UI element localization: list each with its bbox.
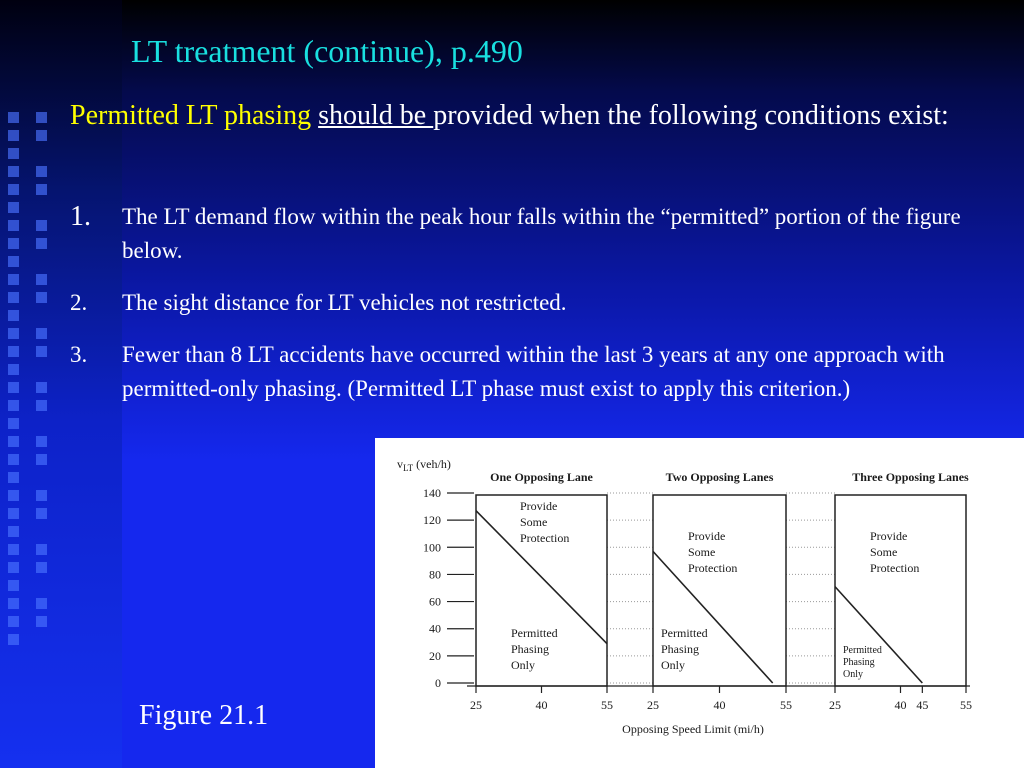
figure-caption: Figure 21.1 xyxy=(139,700,269,731)
decorative-square xyxy=(8,616,19,627)
decorative-square xyxy=(8,112,19,123)
y-axis-label: $v_{LT}$ (veh/h) xyxy=(397,457,451,473)
decorative-square xyxy=(36,562,47,573)
item-text: The sight distance for LT vehicles not restricted. xyxy=(122,290,567,315)
decorative-square xyxy=(36,544,47,555)
decorative-square xyxy=(36,454,47,465)
decorative-square xyxy=(8,274,19,285)
region-label-protection: Some xyxy=(520,515,548,529)
region-label-protection: Protection xyxy=(520,531,570,545)
condition-item-1 xyxy=(70,200,990,268)
decorative-square xyxy=(8,364,19,375)
region-label-protection: Protection xyxy=(870,561,920,575)
x-tick-label: 45 xyxy=(916,698,929,712)
decorative-squares xyxy=(0,112,60,652)
decorative-square xyxy=(8,238,19,249)
item-number: 2. xyxy=(70,290,88,315)
y-tick-label: 60 xyxy=(429,594,441,609)
intro-rest: provided when the following conditions exist: xyxy=(433,100,949,131)
x-axis-label: Opposing Speed Limit (mi/h) xyxy=(622,722,764,736)
decorative-square xyxy=(8,472,19,483)
decorative-square xyxy=(8,202,19,213)
decorative-square xyxy=(36,328,47,339)
item-number: 1. xyxy=(70,201,91,232)
decorative-square xyxy=(8,256,19,267)
decorative-square xyxy=(8,526,19,537)
decorative-square xyxy=(8,328,19,339)
region-label-permitted: Permitted xyxy=(511,625,558,640)
decorative-square xyxy=(36,112,47,123)
decorative-square xyxy=(36,130,47,141)
decorative-square xyxy=(8,580,19,591)
decorative-square xyxy=(36,166,47,177)
decorative-square xyxy=(36,184,47,195)
decorative-square xyxy=(8,292,19,303)
decorative-square xyxy=(36,598,47,609)
item-text: The LT demand flow within the peak hour falls within the “permitted” portion of the figure below. xyxy=(122,204,961,263)
decorative-square xyxy=(8,634,19,645)
region-label-permitted: Only xyxy=(511,657,535,672)
region-label-permitted: Permitted xyxy=(843,645,882,657)
item-number: 3. xyxy=(70,342,88,367)
decorative-square xyxy=(8,220,19,231)
intro-paragraph xyxy=(70,96,1002,136)
y-tick-label: 100 xyxy=(423,540,441,555)
region-label-permitted: Phasing xyxy=(511,641,550,656)
decorative-square xyxy=(36,274,47,285)
x-tick-label: 25 xyxy=(829,698,841,712)
region-label-protection: Provide xyxy=(870,529,908,543)
intro-underlined: should be xyxy=(318,100,434,131)
region-label-protection: Some xyxy=(688,545,716,559)
decorative-square xyxy=(8,346,19,357)
region-label-protection: Provide xyxy=(688,529,726,543)
y-tick-label: 20 xyxy=(429,648,441,663)
region-label-permitted: Only xyxy=(843,669,863,681)
decorative-square xyxy=(8,166,19,177)
decorative-square xyxy=(8,598,19,609)
decorative-square xyxy=(8,310,19,321)
y-tick-label: 40 xyxy=(429,621,441,636)
decorative-square xyxy=(36,436,47,447)
decorative-square xyxy=(36,616,47,627)
x-tick-label: 55 xyxy=(960,698,972,712)
x-tick-label: 55 xyxy=(601,698,613,712)
x-tick-label: 40 xyxy=(713,698,726,712)
region-label-protection: Provide xyxy=(520,499,558,513)
item-text: Fewer than 8 LT accidents have occurred within the last 3 years at any one approach with permitted-only phasing. (Permitted LT phase must exist to apply this criterion.) xyxy=(122,342,945,401)
region-label-permitted: Phasing xyxy=(843,657,875,669)
condition-item-3 xyxy=(70,338,990,406)
x-tick-label: 25 xyxy=(470,698,482,712)
decorative-square xyxy=(8,436,19,447)
y-tick-label: 120 xyxy=(423,513,441,528)
decorative-square xyxy=(36,400,47,411)
panel-title: Two Opposing Lanes xyxy=(665,470,774,484)
y-tick-label: 0 xyxy=(435,676,441,690)
panel-title: One Opposing Lane xyxy=(490,470,593,484)
decorative-square xyxy=(8,418,19,429)
decorative-square xyxy=(8,508,19,519)
decorative-square xyxy=(8,490,19,501)
decorative-square xyxy=(36,490,47,501)
figure-panel xyxy=(375,438,1024,768)
condition-item-2 xyxy=(70,286,990,320)
region-label-permitted: Only xyxy=(661,657,685,672)
decorative-square xyxy=(8,184,19,195)
slide-title: LT treatment (continue), p.490 xyxy=(131,33,523,69)
decorative-square xyxy=(8,544,19,555)
region-label-protection: Some xyxy=(870,545,898,559)
decorative-square xyxy=(36,220,47,231)
decorative-square xyxy=(36,346,47,357)
x-tick-label: 25 xyxy=(647,698,659,712)
decorative-square xyxy=(8,562,19,573)
chart xyxy=(375,438,1024,768)
region-label-protection: Protection xyxy=(688,561,738,575)
y-tick-label: 140 xyxy=(423,486,441,500)
x-tick-label: 40 xyxy=(535,698,548,712)
intro-highlight: Permitted LT phasing xyxy=(70,100,312,131)
decorative-square xyxy=(36,382,47,393)
region-label-permitted: Phasing xyxy=(661,641,700,656)
decorative-square xyxy=(36,238,47,249)
decorative-square xyxy=(8,454,19,465)
decorative-square xyxy=(8,400,19,411)
x-tick-label: 40 xyxy=(894,698,907,712)
decorative-square xyxy=(36,292,47,303)
x-tick-label: 55 xyxy=(780,698,792,712)
region-label-permitted: Permitted xyxy=(661,625,708,640)
y-tick-label: 80 xyxy=(429,567,441,582)
decorative-square xyxy=(8,130,19,141)
panel-title: Three Opposing Lanes xyxy=(852,470,969,484)
decorative-square xyxy=(8,148,19,159)
decorative-square xyxy=(8,382,19,393)
decorative-square xyxy=(36,508,47,519)
